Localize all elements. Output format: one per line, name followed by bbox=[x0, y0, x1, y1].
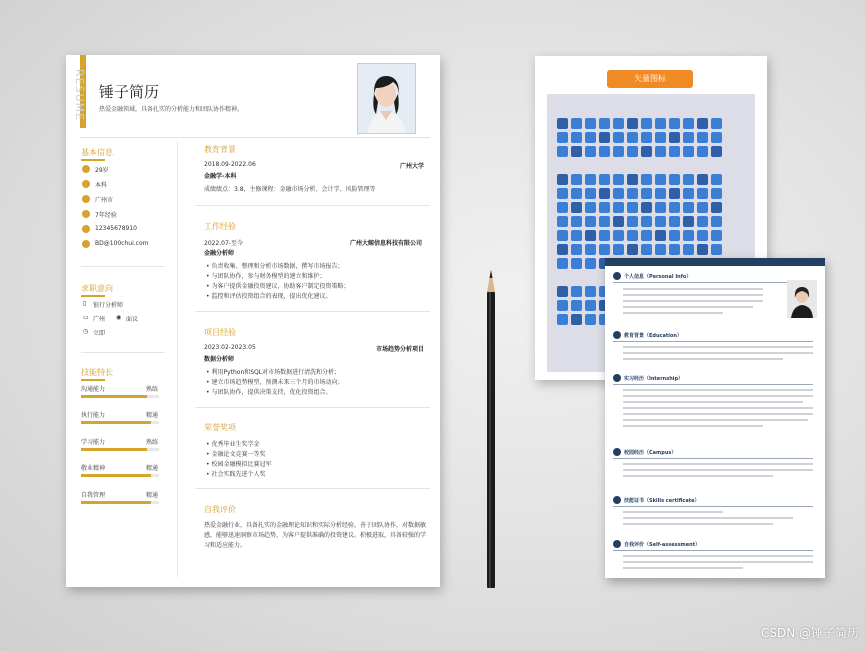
vector-icon bbox=[571, 314, 582, 325]
email-icon bbox=[82, 240, 90, 248]
vector-icon bbox=[557, 300, 568, 311]
resume2-divider bbox=[613, 506, 813, 507]
vector-icon bbox=[669, 146, 680, 157]
work-bullet: • 负责收集、整理和分析市场数据，撰写市场报告； bbox=[206, 263, 344, 270]
vector-icon bbox=[557, 202, 568, 213]
resume2-section-title: 个人信息（Personal Info） bbox=[624, 274, 692, 280]
skill-bar bbox=[81, 448, 159, 451]
resume2-internship-lines bbox=[623, 389, 813, 427]
resume-summary: 热爱金融领域，具备扎实的分析能力和团队协作精神。 bbox=[99, 106, 244, 113]
project-bullet-text: 与团队协作，提供决策支持，优化投资组合。 bbox=[211, 389, 332, 396]
vector-icon bbox=[557, 216, 568, 227]
job-intent-underline bbox=[81, 295, 105, 297]
second-resume-sheet bbox=[605, 258, 825, 578]
education-title: 教育背景 bbox=[204, 145, 236, 154]
vector-icon bbox=[697, 132, 708, 143]
skill-bar bbox=[81, 501, 159, 504]
work-bullet: • 为客户提供金融投资建议，协助客户制定投资策略； bbox=[206, 283, 350, 290]
project-name: 市场趋势分析项目 bbox=[376, 346, 425, 353]
vector-icon bbox=[669, 174, 680, 185]
honor-item: • 社会实践先进个人奖 bbox=[206, 471, 266, 478]
education-icon bbox=[82, 180, 90, 188]
right-divider-2 bbox=[195, 311, 430, 312]
column-divider bbox=[177, 141, 178, 577]
resume-vertical-word: RESUME bbox=[73, 69, 86, 122]
vector-icon bbox=[571, 258, 582, 269]
skill-level: 熟练 bbox=[146, 439, 159, 446]
header-divider bbox=[80, 137, 430, 138]
basic-degree: 本科 bbox=[95, 182, 108, 189]
skill-name: 敬业精神 bbox=[81, 465, 106, 472]
vector-icon bbox=[683, 174, 694, 185]
vector-icon bbox=[585, 188, 596, 199]
skill-name: 沟通能力 bbox=[81, 386, 106, 393]
resume2-section-title: 技能证书（Skills certificate） bbox=[624, 498, 700, 504]
right-divider-1 bbox=[195, 205, 430, 206]
vector-icon bbox=[697, 216, 708, 227]
vector-icon bbox=[599, 230, 610, 241]
vector-icon bbox=[641, 202, 652, 213]
vector-icon bbox=[655, 132, 666, 143]
vector-icon bbox=[571, 286, 582, 297]
right-divider-4 bbox=[195, 488, 430, 489]
skills-underline bbox=[81, 379, 105, 381]
vector-icon bbox=[585, 174, 596, 185]
vector-icon bbox=[641, 174, 652, 185]
vector-icon bbox=[585, 202, 596, 213]
pencil bbox=[483, 270, 499, 590]
resume-sheet bbox=[66, 55, 440, 587]
skill-bar bbox=[81, 474, 159, 477]
resume2-photo bbox=[787, 280, 817, 318]
vector-icon bbox=[571, 188, 582, 199]
vector-icon bbox=[641, 188, 652, 199]
vector-icon bbox=[697, 244, 708, 255]
work-bullet-text: 负责收集、整理和分析市场数据，撰写市场报告； bbox=[211, 263, 344, 270]
resume2-education-lines bbox=[623, 346, 813, 360]
vector-icon bbox=[641, 244, 652, 255]
vector-icon bbox=[571, 202, 582, 213]
vector-icon bbox=[627, 118, 638, 129]
honor-text: 校园金融模拟比赛冠军 bbox=[211, 461, 272, 468]
vector-icon bbox=[571, 174, 582, 185]
resume2-personal-lines bbox=[623, 288, 773, 314]
certificate-icon bbox=[613, 496, 621, 504]
vector-icon bbox=[599, 132, 610, 143]
self-assessment-icon bbox=[613, 540, 621, 548]
project-bullet: • 利用Python和SQL对市场数据进行清洗和分析； bbox=[206, 369, 341, 376]
vector-icon bbox=[683, 202, 694, 213]
work-bullet-text: 与团队协作，参与财务模型的建立和维护； bbox=[211, 273, 326, 280]
vector-icon bbox=[669, 244, 680, 255]
vector-icon bbox=[683, 188, 694, 199]
position-icon: ▯ bbox=[83, 300, 87, 307]
job-position: 银行分析师 bbox=[93, 302, 124, 309]
vector-icon bbox=[683, 244, 694, 255]
skill-fill bbox=[81, 501, 151, 504]
job-availability: 立即 bbox=[93, 330, 106, 337]
vector-icon bbox=[613, 244, 624, 255]
vector-icon bbox=[627, 174, 638, 185]
project-role: 数据分析师 bbox=[204, 356, 235, 363]
campus-icon bbox=[613, 448, 621, 456]
job-intent-title: 求职意向 bbox=[81, 284, 113, 293]
vector-icon bbox=[697, 188, 708, 199]
resume2-top-bar bbox=[605, 258, 825, 266]
skill-level: 精通 bbox=[146, 465, 159, 472]
project-title: 项目经验 bbox=[204, 328, 236, 337]
vector-icon bbox=[585, 146, 596, 157]
vector-icon bbox=[613, 202, 624, 213]
honor-item: • 优秀毕业生奖学金 bbox=[206, 441, 260, 448]
vector-icon bbox=[711, 202, 722, 213]
vector-icon bbox=[697, 146, 708, 157]
resume2-divider bbox=[613, 341, 813, 342]
resume2-divider bbox=[613, 458, 813, 459]
clock-icon: ◷ bbox=[83, 328, 89, 335]
vector-icon bbox=[641, 216, 652, 227]
internship-icon bbox=[613, 374, 621, 382]
honor-item: • 金融论文竞赛一等奖 bbox=[206, 451, 266, 458]
vector-icon bbox=[669, 118, 680, 129]
vector-icon bbox=[627, 202, 638, 213]
skill-bar bbox=[81, 421, 159, 424]
vector-icon bbox=[627, 216, 638, 227]
project-bullet: • 与团队协作，提供决策支持，优化投资组合。 bbox=[206, 389, 332, 396]
vector-icon bbox=[585, 132, 596, 143]
vector-icon bbox=[627, 132, 638, 143]
vector-icon bbox=[669, 202, 680, 213]
work-date: 2022.07-至今 bbox=[204, 240, 243, 247]
city-icon: ▭ bbox=[83, 314, 89, 321]
basic-info-underline bbox=[81, 159, 105, 161]
vector-icon bbox=[613, 132, 624, 143]
vector-icon bbox=[655, 202, 666, 213]
resume2-campus-lines bbox=[623, 463, 813, 477]
vector-icon bbox=[585, 244, 596, 255]
right-divider-3 bbox=[195, 407, 430, 408]
basic-info-title: 基本信息 bbox=[81, 148, 113, 157]
vector-icon bbox=[711, 118, 722, 129]
project-date: 2023.02-2023.05 bbox=[204, 344, 256, 351]
basic-age: 29岁 bbox=[95, 167, 109, 174]
vector-icon bbox=[711, 132, 722, 143]
vector-icon bbox=[683, 132, 694, 143]
vector-icon bbox=[655, 146, 666, 157]
vector-icon bbox=[669, 230, 680, 241]
basic-email: BD@100chui.com bbox=[95, 240, 149, 247]
resume2-section-title: 校园经历（Campus） bbox=[624, 450, 677, 456]
education-detail: 成绩绩点：3.8，主修课程：金融市场分析、会计学、风险管理等 bbox=[204, 186, 376, 193]
work-bullet-text: 为客户提供金融投资建议，协助客户制定投资策略； bbox=[211, 283, 350, 290]
resume2-divider bbox=[613, 384, 813, 385]
vector-icon bbox=[585, 258, 596, 269]
skill-fill bbox=[81, 448, 147, 451]
vector-icon bbox=[585, 216, 596, 227]
honors-title: 荣誉奖项 bbox=[204, 423, 236, 432]
vector-icon bbox=[557, 146, 568, 157]
vector-icon bbox=[585, 286, 596, 297]
icon-grid-middle bbox=[557, 174, 722, 269]
vector-icon bbox=[655, 188, 666, 199]
phone-icon bbox=[82, 225, 90, 233]
resume2-divider bbox=[613, 282, 813, 283]
basic-phone: 12345678910 bbox=[95, 225, 137, 232]
job-city: 广州 bbox=[93, 316, 106, 323]
job-salary: 面议 bbox=[126, 316, 139, 323]
vector-icon bbox=[655, 230, 666, 241]
vector-icon bbox=[655, 174, 666, 185]
skill-bar bbox=[81, 395, 159, 398]
project-bullet: • 建立市场趋势模型，预测未来三个月的市场动向； bbox=[206, 379, 344, 386]
vector-icon bbox=[571, 146, 582, 157]
resume2-section-title: 自我评价（Self-assessment） bbox=[624, 542, 701, 548]
icon-sheet-tab: 矢量图标 bbox=[607, 70, 693, 88]
vector-icon bbox=[557, 286, 568, 297]
education-school: 广州大学 bbox=[400, 163, 425, 170]
vector-icon bbox=[585, 230, 596, 241]
vector-icon bbox=[557, 258, 568, 269]
vector-icon bbox=[655, 118, 666, 129]
vector-icon bbox=[711, 174, 722, 185]
vector-icon bbox=[655, 216, 666, 227]
skill-fill bbox=[81, 395, 147, 398]
project-bullet-text: 利用Python和SQL对市场数据进行清洗和分析； bbox=[211, 369, 341, 376]
vector-icon bbox=[557, 118, 568, 129]
skill-level: 精通 bbox=[146, 492, 159, 499]
vector-icon bbox=[557, 188, 568, 199]
experience-icon bbox=[82, 210, 90, 218]
self-eval-title: 自我评价 bbox=[204, 505, 236, 514]
left-divider-1 bbox=[81, 266, 165, 267]
vector-icon bbox=[613, 230, 624, 241]
skill-fill bbox=[81, 421, 151, 424]
vector-icon bbox=[697, 202, 708, 213]
vector-icon bbox=[711, 230, 722, 241]
work-role: 金融分析师 bbox=[204, 250, 235, 257]
vector-icon bbox=[641, 118, 652, 129]
profile-photo bbox=[357, 63, 416, 134]
vector-icon bbox=[655, 244, 666, 255]
vector-icon bbox=[641, 146, 652, 157]
watermark: CSDN @锤子简历 bbox=[760, 626, 859, 640]
work-company: 广州大鲸信息科技有限公司 bbox=[350, 240, 423, 247]
vector-icon bbox=[571, 230, 582, 241]
skill-name: 执行能力 bbox=[81, 412, 106, 419]
vector-icon bbox=[627, 244, 638, 255]
vector-icon bbox=[711, 146, 722, 157]
vector-icon bbox=[613, 174, 624, 185]
vector-icon bbox=[697, 230, 708, 241]
vector-icon bbox=[627, 230, 638, 241]
vector-icon bbox=[571, 132, 582, 143]
vector-icon bbox=[599, 174, 610, 185]
vector-icon bbox=[669, 132, 680, 143]
vector-icon bbox=[557, 174, 568, 185]
vector-icon bbox=[613, 216, 624, 227]
vector-icon bbox=[599, 202, 610, 213]
honor-text: 优秀毕业生奖学金 bbox=[211, 441, 260, 448]
basic-experience: 7年经验 bbox=[95, 212, 117, 219]
resume-name: 锤子简历 bbox=[99, 83, 160, 101]
age-icon bbox=[82, 165, 90, 173]
vector-icon bbox=[599, 244, 610, 255]
skill-name: 自我管理 bbox=[81, 492, 106, 499]
vector-icon bbox=[641, 230, 652, 241]
vector-icon bbox=[641, 132, 652, 143]
vector-icon bbox=[627, 188, 638, 199]
vector-icon bbox=[669, 188, 680, 199]
vector-icon bbox=[627, 146, 638, 157]
honor-text: 金融论文竞赛一等奖 bbox=[211, 451, 266, 458]
self-eval-text: 热爱金融行业，具备扎实的金融理论知识和实际分析经验。善于团队协作，对数据敏感，能够迅速洞察市场趋势，为客户提供准确的投资建议。积极进取，具备较强的学习和适应能力。 bbox=[204, 522, 427, 549]
education-date: 2018.09-2022.06 bbox=[204, 161, 256, 168]
resume2-section-title: 教育背景（Education） bbox=[624, 333, 682, 339]
location-icon bbox=[82, 195, 90, 203]
education-major: 金融学-本科 bbox=[204, 173, 237, 180]
vector-icon bbox=[571, 300, 582, 311]
skill-level: 精通 bbox=[146, 412, 159, 419]
vector-icon bbox=[599, 118, 610, 129]
vector-icon bbox=[599, 188, 610, 199]
vector-icon bbox=[711, 188, 722, 199]
vector-icon bbox=[613, 188, 624, 199]
work-bullet: • 监控和评估投资组合的表现，提出优化建议。 bbox=[206, 293, 332, 300]
vector-icon bbox=[557, 314, 568, 325]
vector-icon bbox=[557, 230, 568, 241]
salary-icon: ◉ bbox=[116, 314, 122, 321]
resume2-section-title: 实习经历（Internship） bbox=[624, 376, 684, 382]
vector-icon bbox=[599, 216, 610, 227]
vector-icon bbox=[697, 174, 708, 185]
vector-icon bbox=[571, 244, 582, 255]
work-bullet: • 与团队协作，参与财务模型的建立和维护； bbox=[206, 273, 326, 280]
basic-city: 广州市 bbox=[95, 197, 114, 204]
vector-icon bbox=[557, 244, 568, 255]
vector-icon bbox=[711, 216, 722, 227]
skill-fill bbox=[81, 474, 151, 477]
vector-icon bbox=[613, 146, 624, 157]
skill-name: 学习能力 bbox=[81, 439, 106, 446]
project-bullet-text: 建立市场趋势模型，预测未来三个月的市场动向； bbox=[211, 379, 344, 386]
honor-item: • 校园金融模拟比赛冠军 bbox=[206, 461, 272, 468]
resume2-self-lines bbox=[623, 555, 813, 569]
vector-icon bbox=[557, 132, 568, 143]
skill-level: 熟练 bbox=[146, 386, 159, 393]
vector-icon bbox=[669, 216, 680, 227]
vector-icon bbox=[585, 300, 596, 311]
vector-icon bbox=[585, 118, 596, 129]
honor-text: 社会实践先进个人奖 bbox=[211, 471, 266, 478]
skills-title: 技能特长 bbox=[81, 368, 113, 377]
personal-info-icon bbox=[613, 272, 621, 280]
vector-icon bbox=[697, 118, 708, 129]
vector-icon bbox=[683, 216, 694, 227]
vector-icon bbox=[683, 146, 694, 157]
vector-icon bbox=[571, 118, 582, 129]
vector-icon bbox=[599, 146, 610, 157]
vector-icon bbox=[613, 118, 624, 129]
resume2-skills-lines bbox=[623, 511, 793, 525]
vector-icon bbox=[585, 314, 596, 325]
resume2-divider bbox=[613, 550, 813, 551]
work-bullet-text: 监控和评估投资组合的表现，提出优化建议。 bbox=[211, 293, 332, 300]
vector-icon bbox=[711, 244, 722, 255]
icon-grid-top bbox=[557, 118, 722, 157]
education-icon bbox=[613, 331, 621, 339]
work-title: 工作经验 bbox=[204, 222, 236, 231]
vector-icon bbox=[683, 118, 694, 129]
vector-icon bbox=[571, 216, 582, 227]
left-divider-2 bbox=[81, 352, 165, 353]
vector-icon bbox=[683, 230, 694, 241]
